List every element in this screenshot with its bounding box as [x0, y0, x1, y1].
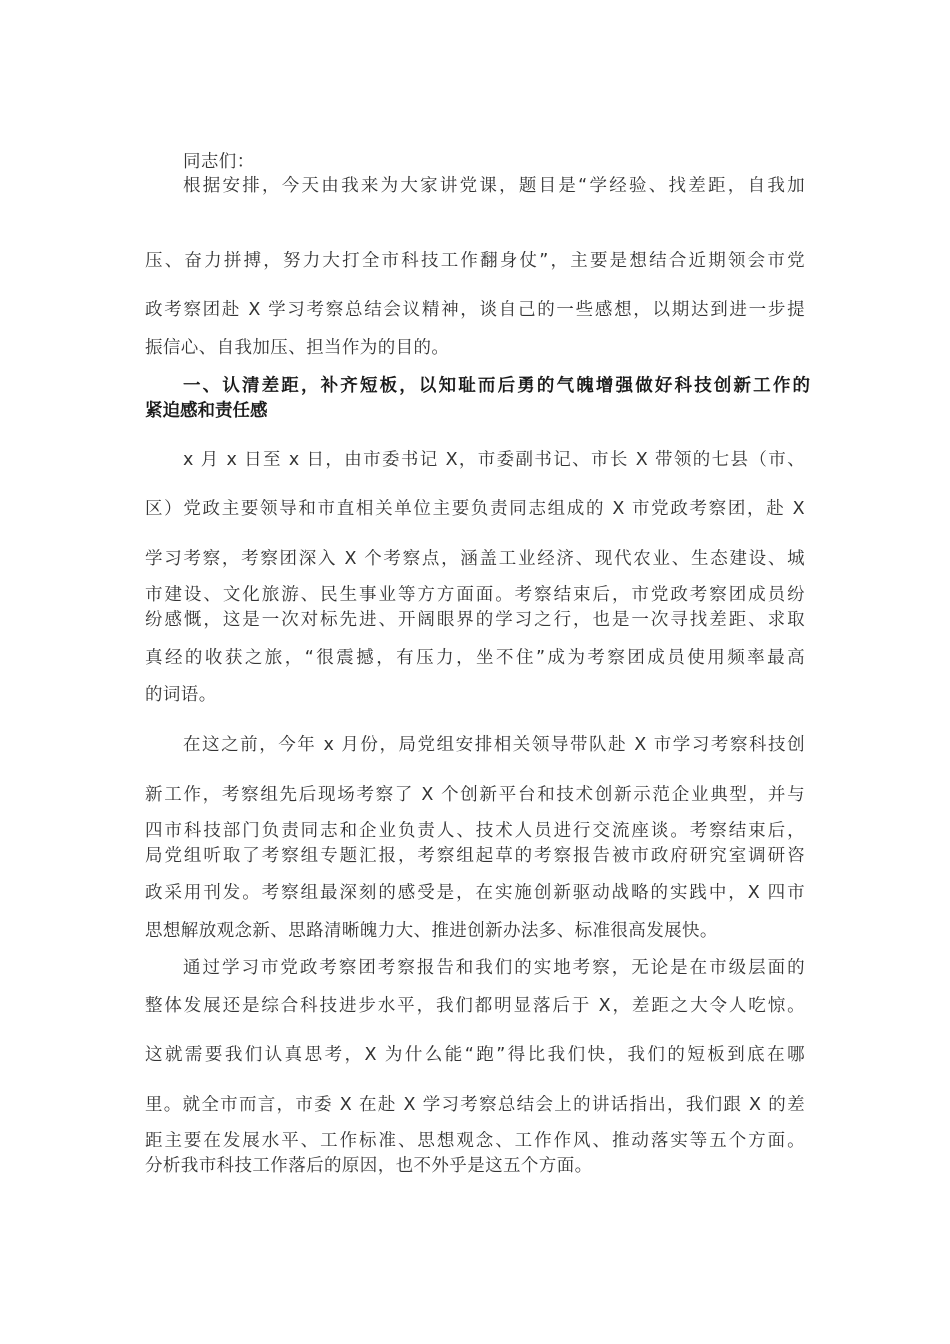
para2-line-2: 新工作，考察组先后现场考察了 X 个创新平台和技术创新示范企业典型，并与	[145, 785, 805, 805]
para2-line-1: 在这之前，今年 x 月份，局党组安排相关领导带队赴 X 市学习考察科技创	[183, 735, 805, 755]
para1-line-5: 纷感慨，这是一次对标先进、开阔眼界的学习之行，也是一次寻找差距、求取	[145, 610, 805, 630]
para1-line-2: 区）党政主要领导和市直相关单位主要负责同志组成的 X 市党政考察团，赴 X	[145, 499, 805, 519]
salutation: 同志们：	[183, 152, 255, 172]
para2-line-3: 四市科技部门负责同志和企业负责人、技术人员进行交流座谈。考察结束后，	[145, 821, 805, 841]
para1-line-7: 的词语。	[145, 685, 217, 705]
para1-line-4: 市建设、文化旅游、民生事业等方方面面。考察结束后，市党政考察团成员纷	[145, 585, 805, 605]
para3-line-5: 距主要在发展水平、工作标准、思想观念、工作作风、推动落实等五个方面。	[145, 1131, 805, 1151]
para2-line-5: 政采用刊发。考察组最深刻的感受是，在实施创新驱动战略的实践中，X 四市	[145, 883, 805, 903]
para3-line-1: 通过学习市党政考察团考察报告和我们的实地考察，无论是在市级层面的	[183, 958, 805, 978]
intro-line-1: 根据安排，今天由我来为大家讲党课，题目是“学经验、找差距，自我加	[183, 176, 805, 196]
para3-line-6: 分析我市科技工作落后的原因，也不外乎是这五个方面。	[145, 1156, 593, 1176]
para3-line-3: 这就需要我们认真思考，X 为什么能“跑”得比我们快，我们的短板到底在哪	[145, 1045, 805, 1065]
section-heading-line-2: 紧迫感和责任感	[145, 401, 268, 421]
para1-line-6: 真经的收获之旅，“很震撼，有压力，坐不住”成为考察团成员使用频率最高	[145, 648, 805, 668]
para1-line-1: x 月 x 日至 x 日，由市委书记 X，市委副书记、市长 X 带领的七县（市、	[183, 450, 805, 470]
intro-line-2: 压、奋力拼搏，努力大打全市科技工作翻身仗”，主要是想结合近期领会市党	[145, 251, 805, 271]
intro-line-4: 振信心、自我加压、担当作为的目的。	[145, 338, 450, 358]
para1-line-3: 学习考察，考察团深入 X 个考察点，涵盖工业经济、现代农业、生态建设、城	[145, 549, 805, 569]
para3-line-4: 里。就全市而言，市委 X 在赴 X 学习考察总结会上的讲话指出，我们跟 X 的差	[145, 1095, 805, 1115]
para2-line-4: 局党组听取了考察组专题汇报，考察组起草的考察报告被市政府研究室调研咨	[145, 846, 805, 866]
section-heading-line-1: 一、认清差距，补齐短板，以知耻而后勇的气魄增强做好科技创新工作的	[183, 376, 810, 396]
intro-line-3: 政考察团赴 X 学习考察总结会议精神，谈自己的一些感想，以期达到进一步提	[145, 300, 805, 320]
para2-line-6: 思想解放观念新、思路清晰魄力大、推进创新办法多、标准很高发展快。	[145, 921, 718, 941]
para3-line-2: 整体发展还是综合科技进步水平，我们都明显落后于 X，差距之大令人吃惊。	[145, 996, 805, 1016]
